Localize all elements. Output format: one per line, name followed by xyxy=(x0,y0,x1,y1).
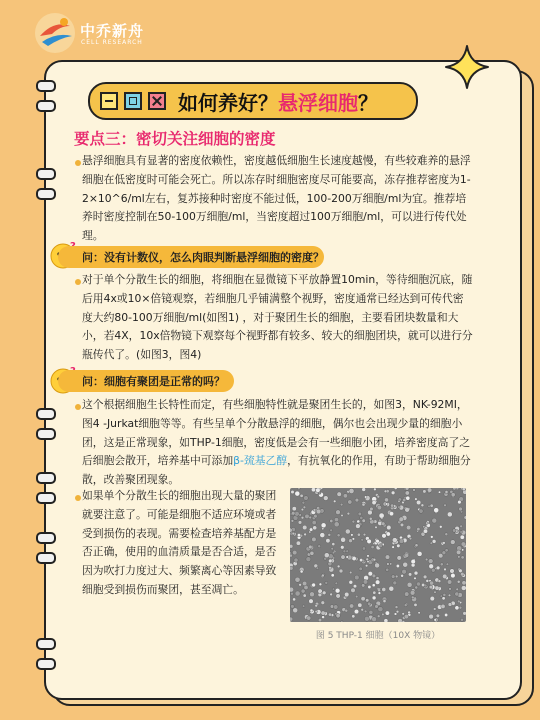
window-title xyxy=(178,87,378,116)
close-icon[interactable] xyxy=(148,92,166,110)
bullet-dot xyxy=(75,279,81,285)
brand-subtitle: CELL RESEARCH xyxy=(81,39,143,46)
sparkle-star-icon xyxy=(444,44,490,90)
brand-name: 中乔新舟 xyxy=(80,22,145,40)
binder-ring xyxy=(36,638,56,650)
minimize-icon[interactable] xyxy=(100,92,118,110)
binder-ring xyxy=(36,408,56,420)
window-title-bar xyxy=(88,82,418,120)
brand-logo xyxy=(34,12,154,56)
binder-ring xyxy=(36,492,56,504)
brand-mark-icon xyxy=(34,12,76,54)
question-text-1: 问：没有计数仪，怎么肉眼判断悬浮细胞的密度？ xyxy=(82,251,324,264)
highlight-reagent: β-巯基乙醇 xyxy=(233,454,288,468)
paragraph-damage: 如果单个分散生长的细胞出现大量的聚团就要注意了。可能是细胞不适应环境或者受到损伤的表现。需要检查培养基配方是否正确，使用的血清质量是否合适，是否因为吹打力度过大、频繁离心等因素导致细胞受到损伤而聚团，甚至凋亡。 xyxy=(82,489,277,596)
title-prefix: 如何养好？ xyxy=(178,91,278,115)
question-text-2: 问：细胞有聚团是正常的吗？ xyxy=(82,375,225,388)
paragraph-visual-check: 对于单个分散生长的细胞，将细胞在显微镜下平放静置10min，等待细胞沉底，随后用4x或10×倍镜观察，若细胞几乎铺满整个视野，密度通常已经达到可传代密度大约80-100万细胞/ml(如图1) ，对于聚团生长的细胞，主要看团块数量和大小，若4X，10x倍物镜下观察每个视野都有较多、较大的细胞团块，就可以进行分瓶传代了。(如图3，图4) xyxy=(82,273,473,362)
paragraph-clumping-text: 这个根据细胞生长特性而定，有些细胞特性就是聚团生长的，如图3，NK-92MI，图4 -Jurkat细胞等等。有些呈单个分散悬浮的细胞，偶尔也会出现少量的细胞小团，这是正常现象，如THP-1细胞，密度低是会有一些细胞小团，培养密度高了之后细胞会散开，培养基中可添加 xyxy=(82,398,471,468)
binder-ring xyxy=(36,80,56,92)
binder-ring xyxy=(36,658,56,670)
section-heading: 要点三：密切关注细胞的密度 xyxy=(74,130,276,148)
binder-ring xyxy=(36,188,56,200)
question-bar-1 xyxy=(58,246,324,268)
title-highlight: 悬浮细胞 xyxy=(278,91,358,115)
question-bar-2 xyxy=(58,370,234,392)
binder-ring xyxy=(36,472,56,484)
binder-ring xyxy=(36,532,56,544)
microscope-image xyxy=(290,488,466,622)
binder-ring xyxy=(36,552,56,564)
paragraph-density: 悬浮细胞具有显著的密度依赖性，密度越低细胞生长速度越慢，有些较难养的悬浮细胞在低密度时可能会死亡。所以冻存时细胞密度尽可能要高，冻存推荐密度为1-2×10^6/ml左右，复苏接种时密度不能过低，100-200万细胞/ml为宜。推荐培养时密度控制在50-100万细胞/ml，当密度超过100万细胞/ml，可以进行传代处理。 xyxy=(82,154,471,243)
binder-ring xyxy=(36,428,56,440)
bullet-dot xyxy=(75,495,81,501)
maximize-icon[interactable] xyxy=(124,92,142,110)
binder-ring xyxy=(36,100,56,112)
paragraph-clumping xyxy=(82,396,474,490)
title-suffix: ？ xyxy=(358,91,378,115)
binder-ring xyxy=(36,168,56,180)
figure-caption: 图 5 THP-1 细胞（10X 物镜） xyxy=(315,631,441,641)
paragraph-clumping-text-end: ，有抗氧化的作用，有助于帮助细胞分散，改善聚团现象。 xyxy=(82,454,471,487)
bullet-dot xyxy=(75,404,81,410)
bullet-dot xyxy=(75,160,81,166)
